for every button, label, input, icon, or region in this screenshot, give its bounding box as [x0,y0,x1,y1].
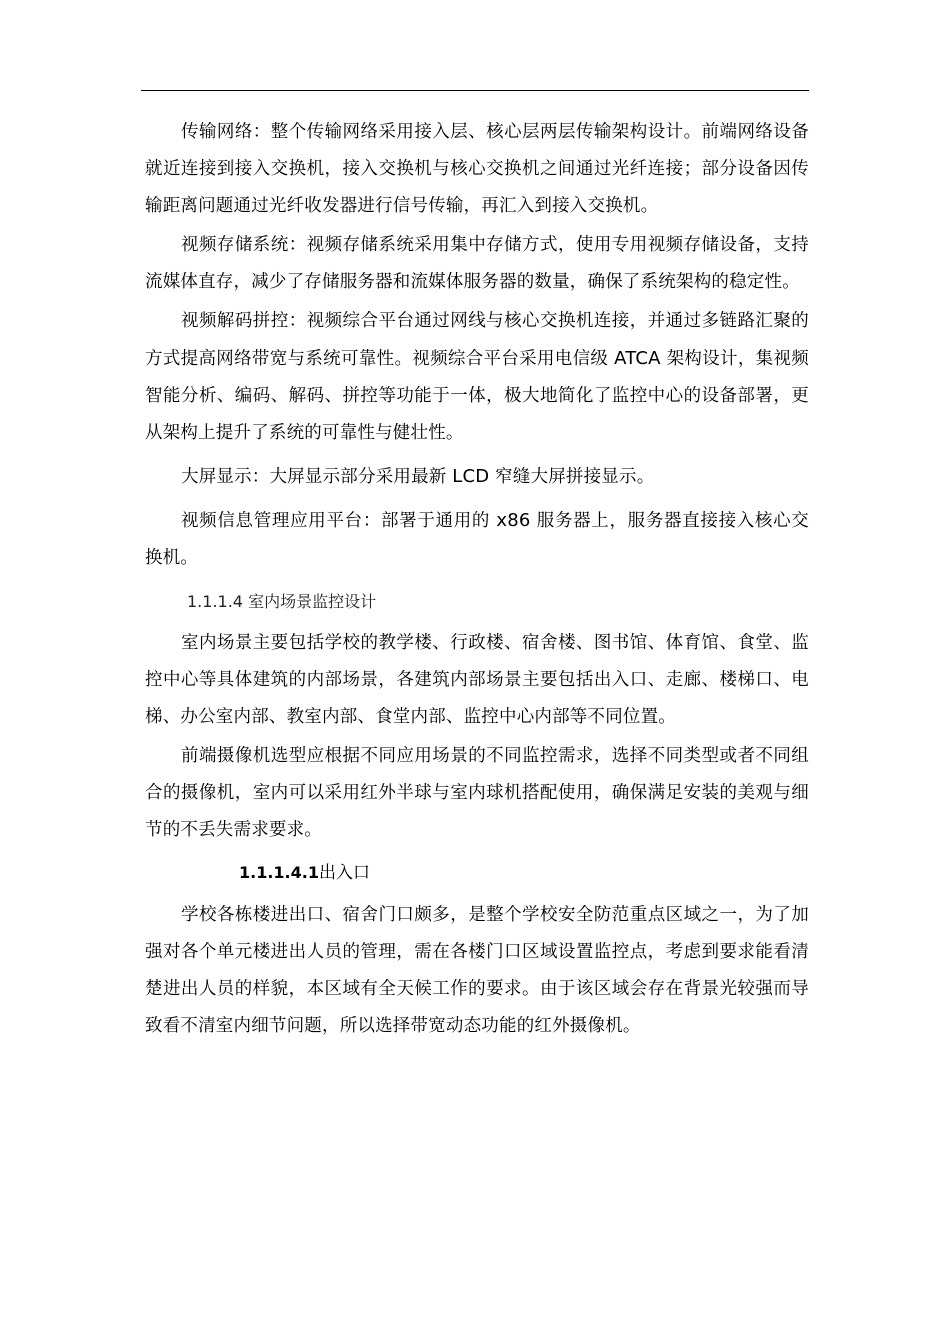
paragraph-management-platform-text-a: 视频信息管理应用平台：部署于通用的 [181,511,497,531]
paragraph-management-platform [145,502,809,577]
paragraph-large-screen-text-a: 大屏显示：大屏显示部分采用最新 [181,467,453,487]
document-body [145,114,809,1045]
paragraph-management-platform-text-b: 服务器上，服务器直接接入核心交换机。 [145,511,810,568]
heading-entrance-number: 1.1.1.4.1 [239,863,319,882]
paragraph-video-decoding [145,303,809,452]
header-rule [141,90,809,91]
paragraph-indoor-scenes: 室内场景主要包括学校的教学楼、行政楼、宿舍楼、图书馆、体育馆、食堂、监控中心等具体建筑的内部场景，各建筑内部场景主要包括出入口、走廊、楼梯口、电梯、办公室内部、教室内部、食堂内部、监控中心内部等不同位置。 [145,633,809,727]
term-x86: x86 [496,510,531,531]
paragraph-video-decoding-text-a: 视频解码拼控：视频综合平台通过网线与核心交换机连接，并通过多链路汇聚的方式提高网络带宽与系统可靠性。视频综合平台采用电信级 [145,311,809,369]
heading-entrance-title: 出入口 [318,863,370,883]
paragraph-video-storage: 视频存储系统：视频存储系统采用集中存储方式，使用专用视频存储设备，支持流媒体直存，减少了存储服务器和流媒体服务器的数量，确保了系统架构的稳定性。 [145,235,809,292]
term-atca: ATCA [614,348,661,369]
paragraph-large-screen-text-b: 窄缝大屏拼接显示。 [489,467,655,487]
paragraph-entrance: 学校各栋楼进出口、宿舍门口颇多，是整个学校安全防范重点区域之一，为了加强对各个单元楼进出人员的管理，需在各楼门口区域设置监控点，考虑到要求能看清楚进出人员的样貌，本区域有全天候工作的要求。由于该区域会存在背景光较强而导致看不清室内细节问题，所以选择带宽动态功能的红外摄像机。 [145,905,809,1036]
term-lcd: LCD [452,466,490,487]
paragraph-transmission-network: 传输网络：整个传输网络采用接入层、核心层两层传输架构设计。前端网络设备就近连接到接入交换机，接入交换机与核心交换机之间通过光纤连接；部分设备因传输距离问题通过光纤收发器进行信号传输，再汇入到接入交换机。 [145,122,809,216]
heading-entrance [145,855,809,891]
heading-indoor-monitoring: 1.1.1.4 室内场景监控设计 [187,592,377,611]
paragraph-large-screen [145,458,809,496]
paragraph-video-decoding-text-b: 架构设计，集视频智能分析、编码、解码、拼控等功能于一体，极大地简化了监控中心的设备部署，更从架构上提升了系统的可靠性与健壮性。 [145,349,809,443]
paragraph-camera-selection: 前端摄像机选型应根据不同应用场景的不同监控需求，选择不同类型或者不同组合的摄像机，室内可以采用红外半球与室内球机搭配使用，确保满足安装的美观与细节的不丢失需求要求。 [145,746,809,840]
